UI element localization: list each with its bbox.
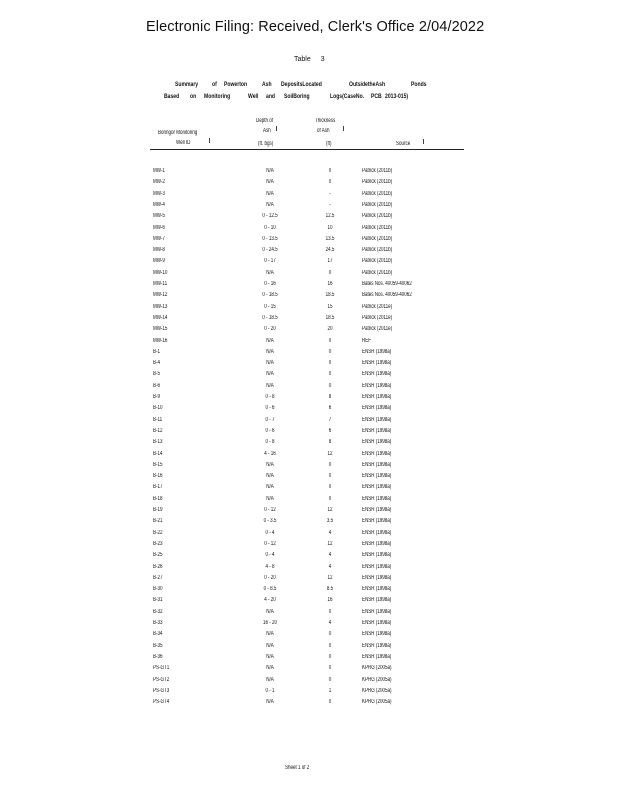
depth-cell: N/A: [266, 190, 274, 197]
well-id-cell: MW-15: [153, 326, 168, 333]
thickness-cell: 0: [328, 168, 332, 174]
source-cell: ENSR (1998a): [362, 529, 392, 536]
depth-cell: 0 - 13.5: [262, 235, 278, 242]
well-id-cell: B-5: [153, 371, 161, 378]
source-cell: ENSR (1998a): [362, 495, 392, 502]
well-id-cell: MW-16: [153, 337, 168, 344]
depth-cell: 0 - 7: [265, 416, 275, 423]
thickness-cell: 0: [328, 382, 332, 389]
caption-word: of: [212, 81, 217, 88]
thickness-cell: 16: [327, 597, 333, 604]
source-cell: ENSR (1998a): [362, 653, 392, 660]
depth-cell: 0 - 8.5: [263, 586, 277, 593]
depth-cell: N/A: [266, 461, 274, 468]
thickness-cell: 0: [328, 484, 332, 491]
thickness-cell: 1: [328, 687, 332, 694]
thickness-cell: 17: [327, 258, 333, 265]
thickness-cell: 7: [328, 416, 332, 423]
caption-word: and: [266, 93, 276, 100]
depth-cell: 0 - 4: [265, 529, 275, 536]
source-cell: ENSR (1998a): [362, 518, 392, 525]
depth-cell: 0 - 15: [264, 303, 276, 310]
caption-word: Powerton: [224, 81, 248, 88]
thickness-cell: 6: [328, 427, 332, 434]
caption-word: DepositsLocated: [281, 81, 322, 88]
header-rule: [150, 149, 464, 150]
table-number-value: 3: [320, 56, 325, 63]
caption-word: Logs(CaseNo.: [330, 93, 365, 100]
depth-cell: 0 - 16: [264, 281, 276, 287]
source-cell: ENSR (1998a): [362, 597, 392, 604]
thickness-cell: 0: [328, 608, 332, 615]
caption-word: Well: [248, 93, 259, 100]
depth-cell: 0 - 8: [265, 394, 275, 400]
depth-cell: N/A: [266, 665, 274, 672]
thickness-cell: 0: [328, 348, 332, 355]
well-id-cell: MW-6: [153, 224, 165, 231]
well-id-cell: B-22: [153, 529, 163, 536]
well-id-cell: MW-4: [153, 201, 165, 208]
thickness-cell: 12: [327, 574, 333, 581]
well-id-cell: B-36: [153, 653, 163, 660]
depth-cell: 0 - 12.5: [262, 213, 278, 220]
depth-cell: N/A: [266, 495, 274, 502]
thickness-cell: 0: [328, 179, 332, 186]
thickness-cell: 3.5: [326, 518, 334, 525]
depth-cell: 0 - 20: [264, 326, 276, 333]
thickness-cell: 0: [328, 269, 332, 276]
caption-word: Based: [164, 93, 180, 100]
source-cell: Patrick (2011e): [362, 314, 393, 321]
well-id-cell: B-4: [153, 360, 161, 367]
source-cell: Bates Nos. 40059-40062: [362, 281, 412, 287]
depth-cell: 0 - 6: [265, 427, 275, 434]
well-id-cell: MW-1: [153, 168, 165, 174]
depth-cell: 4 - 20: [264, 597, 276, 604]
source-cell: REF: [362, 337, 371, 344]
well-id-cell: B-11: [153, 416, 163, 423]
depth-cell: 0 - 12: [264, 540, 276, 547]
header-tick: [343, 126, 344, 131]
depth-cell: 0 - 18.5: [262, 314, 278, 321]
source-cell: Patrick (2011b): [362, 179, 393, 186]
well-id-cell: B-16: [153, 473, 163, 480]
thickness-cell: 4: [328, 620, 332, 626]
well-id-cell: PS-GT2: [153, 676, 170, 683]
caption-word: Summary: [175, 81, 199, 88]
well-id-cell: B-17: [153, 484, 163, 491]
header-source: Source: [396, 141, 411, 147]
depth-cell: N/A: [266, 348, 274, 355]
caption-word: PCB: [371, 93, 382, 100]
well-id-cell: B-18: [153, 495, 163, 502]
source-cell: ENSR (1998a): [362, 360, 392, 367]
depth-cell: N/A: [266, 484, 274, 491]
source-cell: Patrick (2011b): [362, 269, 393, 276]
well-id-cell: MW-3: [153, 190, 165, 197]
thickness-cell: -: [329, 201, 331, 208]
depth-cell: 0 - 10: [264, 224, 276, 231]
well-id-cell: B-19: [153, 507, 163, 513]
source-cell: ENSR (1998a): [362, 461, 392, 468]
well-id-cell: B-15: [153, 461, 163, 468]
depth-cell: 0 - 8: [265, 439, 275, 446]
depth-cell: N/A: [266, 631, 274, 638]
source-cell: ENSR (1998a): [362, 507, 392, 513]
header-tick: [209, 138, 210, 143]
depth-cell: N/A: [266, 269, 274, 276]
thickness-cell: 13.5: [325, 235, 335, 242]
filing-stamp: Electronic Filing: Received, Clerk's Office 2/04/2022: [146, 19, 485, 35]
depth-cell: 0 - 4: [265, 552, 275, 559]
source-cell: ENSR (1998a): [362, 631, 392, 638]
source-cell: ENSR (1998a): [362, 473, 392, 480]
depth-cell: N/A: [266, 608, 274, 615]
depth-cell: N/A: [266, 676, 274, 683]
thickness-cell: 0: [328, 676, 332, 683]
thickness-cell: 10: [327, 224, 333, 231]
well-id-cell: B-1: [153, 348, 161, 355]
caption-word: on: [190, 93, 197, 100]
source-cell: ENSR (1998a): [362, 540, 392, 547]
thickness-cell: 12: [327, 540, 333, 547]
depth-cell: N/A: [266, 337, 274, 344]
well-id-cell: MW-2: [153, 179, 165, 186]
source-cell: KPRG (2005a): [362, 665, 392, 672]
source-cell: Patrick (2011b): [362, 258, 393, 265]
source-cell: Patrick (2011b): [362, 247, 393, 254]
header-thickness: of Ash: [317, 128, 330, 134]
header-well-id: Well ID: [176, 140, 191, 146]
well-id-cell: B-6: [153, 382, 161, 389]
well-id-cell: B-32: [153, 608, 163, 615]
caption-word: 2013-015): [385, 93, 409, 100]
well-id-cell: MW-9: [153, 258, 165, 265]
depth-cell: N/A: [266, 168, 274, 174]
thickness-cell: 0: [328, 473, 332, 480]
depth-cell: 16 - 20: [262, 620, 278, 626]
well-id-cell: B-35: [153, 642, 163, 649]
thickness-cell: 15: [327, 303, 333, 310]
thickness-cell: 18.5: [325, 292, 335, 299]
well-id-cell: MW-8: [153, 247, 165, 254]
depth-cell: N/A: [266, 382, 274, 389]
depth-cell: N/A: [266, 179, 274, 186]
thickness-cell: 0: [328, 371, 332, 378]
thickness-cell: 0: [328, 461, 332, 468]
thickness-cell: 12: [327, 450, 333, 457]
source-cell: KPRG (2005a): [362, 699, 392, 706]
depth-cell: N/A: [266, 201, 274, 208]
source-cell: ENSR (1998a): [362, 371, 392, 378]
thickness-cell: 12: [327, 507, 333, 513]
depth-cell: N/A: [266, 371, 274, 378]
source-cell: ENSR (1998a): [362, 348, 392, 355]
well-id-cell: PS-GT4: [153, 699, 170, 706]
header-well-id: Boringor Monitoring: [158, 130, 198, 136]
well-id-cell: B-33: [153, 620, 163, 626]
source-cell: Patrick (2011e): [362, 303, 393, 310]
thickness-cell: 12.5: [325, 213, 335, 220]
source-cell: KPRG (2005a): [362, 687, 392, 694]
caption-word: Monitoring: [204, 93, 231, 100]
header-thickness: Thickness: [315, 118, 336, 124]
depth-cell: N/A: [266, 699, 274, 706]
thickness-cell: 0: [328, 665, 332, 672]
thickness-cell: 0: [328, 360, 332, 367]
well-id-cell: MW-10: [153, 269, 168, 276]
source-cell: KPRG (2005a): [362, 676, 392, 683]
caption-word: OutsidetheAsh: [349, 81, 386, 88]
thickness-cell: 4: [328, 529, 332, 536]
caption-word: Ponds: [411, 81, 427, 88]
well-id-cell: B-12: [153, 427, 163, 434]
thickness-cell: 16: [327, 281, 333, 287]
depth-cell: N/A: [266, 653, 274, 660]
thickness-cell: 18.5: [325, 314, 335, 321]
header-depth: Depth of: [256, 118, 274, 124]
depth-cell: 0 - 3.5: [263, 518, 277, 525]
well-id-cell: B-27: [153, 574, 163, 581]
source-cell: ENSR (1998a): [362, 608, 392, 615]
source-cell: Bates Nos. 40059-40062: [362, 292, 412, 299]
well-id-cell: MW-13: [153, 303, 168, 310]
depth-cell: N/A: [266, 473, 274, 480]
well-id-cell: B-23: [153, 540, 163, 547]
depth-cell: 0 - 17: [264, 258, 276, 265]
depth-cell: 0 - 18.5: [262, 292, 278, 299]
thickness-cell: 0: [328, 337, 332, 344]
thickness-cell: 0: [328, 699, 332, 706]
caption-word: SoilBoring: [284, 93, 310, 100]
thickness-cell: -: [329, 190, 331, 197]
well-id-cell: PS-GT1: [153, 665, 170, 672]
source-cell: ENSR (1998a): [362, 642, 392, 649]
table-label: Table: [294, 56, 311, 63]
source-cell: Patrick (2011b): [362, 190, 393, 197]
source-cell: Patrick (2011b): [362, 201, 393, 208]
source-cell: ENSR (1998a): [362, 552, 392, 559]
depth-cell: 0 - 12: [264, 507, 276, 513]
caption-word: Ash: [262, 81, 272, 88]
well-id-cell: B-14: [153, 450, 163, 457]
source-cell: ENSR (1998a): [362, 563, 392, 570]
well-id-cell: B-31: [153, 597, 163, 604]
header-tick: [423, 139, 424, 144]
thickness-cell: 20: [327, 326, 333, 333]
thickness-cell: 8: [328, 439, 332, 446]
source-cell: ENSR (1998a): [362, 416, 392, 423]
source-cell: ENSR (1998a): [362, 439, 392, 446]
depth-cell: 4 - 16: [264, 450, 276, 457]
sheet-footer: Sheet 1 of 2: [285, 765, 310, 771]
source-cell: Patrick (2011b): [362, 213, 393, 220]
well-id-cell: MW-7: [153, 235, 165, 242]
well-id-cell: MW-11: [153, 281, 168, 287]
header-thickness-units: (ft): [326, 141, 332, 147]
well-id-cell: B-10: [153, 405, 163, 412]
thickness-cell: 0: [328, 642, 332, 649]
thickness-cell: 4: [328, 552, 332, 559]
source-cell: Patrick (2011b): [362, 168, 393, 174]
header-depth: Ash: [263, 128, 271, 134]
well-id-cell: PS-GT3: [153, 687, 170, 694]
header-tick: [276, 126, 277, 131]
source-cell: ENSR (1998a): [362, 620, 392, 626]
well-id-cell: B-34: [153, 631, 163, 638]
well-id-cell: MW-12: [153, 292, 168, 299]
well-id-cell: MW-5: [153, 213, 165, 220]
depth-cell: 0 - 24.5: [262, 247, 278, 254]
source-cell: ENSR (1998a): [362, 394, 392, 400]
source-cell: ENSR (1998a): [362, 427, 392, 434]
source-cell: ENSR (1998a): [362, 586, 392, 593]
thickness-cell: 8: [328, 394, 332, 400]
source-cell: ENSR (1998a): [362, 450, 392, 457]
well-id-cell: B-26: [153, 563, 163, 570]
thickness-cell: 0: [328, 653, 332, 660]
source-cell: Patrick (2011b): [362, 235, 393, 242]
source-cell: Patrick (2011b): [362, 224, 393, 231]
well-id-cell: B-13: [153, 439, 163, 446]
table-number: [294, 56, 335, 63]
source-cell: ENSR (1998a): [362, 405, 392, 412]
well-id-cell: B-21: [153, 518, 163, 525]
thickness-cell: 24.5: [325, 247, 335, 254]
depth-cell: N/A: [266, 642, 274, 649]
depth-cell: N/A: [266, 360, 274, 367]
thickness-cell: 4: [328, 563, 332, 570]
header-depth-units: (ft. bgs): [258, 141, 274, 147]
depth-cell: 0 - 6: [265, 405, 275, 412]
well-id-cell: MW-14: [153, 314, 168, 321]
thickness-cell: 6: [328, 405, 332, 412]
depth-cell: 4 - 8: [265, 563, 275, 570]
source-cell: ENSR (1998a): [362, 382, 392, 389]
depth-cell: 0 - 20: [264, 574, 276, 581]
well-id-cell: B-25: [153, 552, 163, 559]
well-id-cell: B-30: [153, 586, 163, 593]
source-cell: ENSR (1998a): [362, 574, 392, 581]
source-cell: ENSR (1998a): [362, 484, 392, 491]
thickness-cell: 0: [328, 631, 332, 638]
thickness-cell: 8.5: [326, 586, 334, 593]
source-cell: Patrick (2011e): [362, 326, 393, 333]
depth-cell: 0 - 1: [265, 687, 275, 694]
well-id-cell: B-9: [153, 394, 161, 400]
thickness-cell: 0: [328, 495, 332, 502]
